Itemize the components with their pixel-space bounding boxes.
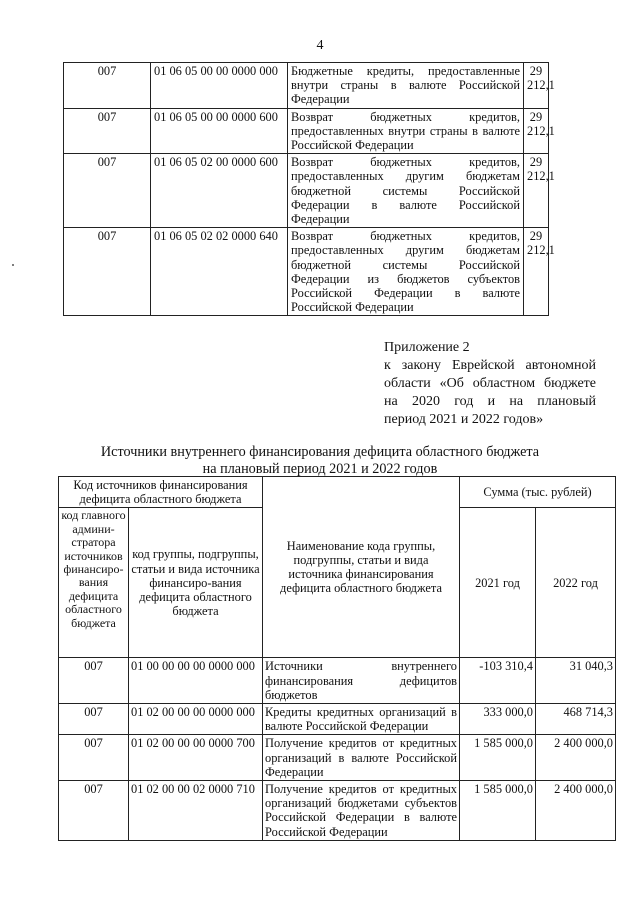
sum-2021-cell: 333 000,0 [460, 704, 536, 735]
sum-header: Сумма (тыс. рублей) [460, 477, 616, 508]
admin-code-cell: 007 [64, 154, 151, 228]
table-row [59, 735, 616, 781]
table-row [59, 704, 616, 735]
admin-code-cell: 007 [64, 108, 151, 154]
table-row [59, 658, 616, 704]
code-group-header: Код источников финансирования дефицита областного бюджета [59, 477, 263, 508]
sum-2021-cell: 1 585 000,0 [460, 735, 536, 781]
table-row [64, 228, 549, 316]
source-name-cell: Возврат бюджетных кредитов, предоставленных другим бюджетам бюджетной системы Российской Федерации в валюте Российской Федерации [288, 154, 524, 228]
table-row [59, 781, 616, 841]
sum-2021-cell: 1 585 000,0 [460, 781, 536, 841]
source-name-cell: Кредиты кредитных организаций в валюте Российской Федерации [263, 704, 460, 735]
section-title [40, 444, 600, 478]
sum-2022-cell: 2 400 000,0 [536, 781, 616, 841]
sum-2022-cell: 468 714,3 [536, 704, 616, 735]
year-2022-header: 2022 год [536, 508, 616, 658]
sum-cell: 29 212,1 [524, 63, 549, 109]
source-code-cell: 01 02 00 00 00 0000 000 [129, 704, 263, 735]
group-code-header: код группы, подгруппы, статьи и вида источника финансиро-вания дефицита областного бюджета [129, 508, 263, 658]
source-code-cell: 01 06 05 00 00 0000 000 [151, 63, 288, 109]
source-code-cell: 01 00 00 00 00 0000 000 [129, 658, 263, 704]
source-name-cell: Источники внутреннего финансирования дефицитов бюджетов [263, 658, 460, 704]
table-row [64, 108, 549, 154]
year-2021-header: 2021 год [460, 508, 536, 658]
source-code-cell: 01 02 00 00 02 0000 710 [129, 781, 263, 841]
source-code-cell: 01 06 05 02 02 0000 640 [151, 228, 288, 316]
section-title-line: на плановый период 2021 и 2022 годов [202, 461, 438, 477]
admin-code-cell: 007 [59, 735, 129, 781]
admin-code-header: код главного админи-стратора источников финансиро-вания дефицита областного бюджета [59, 508, 129, 658]
appendix-line: к закону Еврейской автономной [384, 358, 596, 373]
appendix-note [384, 339, 596, 429]
appendix-line: области «Об областном бюджете [384, 376, 596, 391]
source-code-cell: 01 06 05 02 00 0000 600 [151, 154, 288, 228]
admin-code-cell: 007 [59, 658, 129, 704]
sum-cell: 29 212,1 [524, 154, 549, 228]
source-name-cell: Получение кредитов от кредитных организаций бюджетами субъектов Российской Федерации в валюте Российской Федерации [263, 781, 460, 841]
table-row [64, 63, 549, 109]
scan-speck [12, 264, 14, 266]
appendix-line: период 2021 и 2022 годов» [384, 412, 544, 427]
sum-cell: 29 212,1 [524, 228, 549, 316]
admin-code-cell: 007 [64, 63, 151, 109]
section-title-line: Источники внутреннего финансирования дефицита областного бюджета [100, 444, 540, 460]
top-sources-table [63, 62, 555, 316]
appendix-line: на 2020 год и на плановый [384, 394, 596, 409]
financing-sources-table [58, 476, 616, 841]
page-number: 4 [316, 38, 324, 53]
source-code-cell: 01 06 05 00 00 0000 600 [151, 108, 288, 154]
admin-code-cell: 007 [59, 704, 129, 735]
name-header: Наименование кода группы, подгруппы, статьи и вида источника финансирования дефицита областного бюджета [263, 477, 460, 658]
sum-cell: 29 212,1 [524, 108, 549, 154]
admin-code-cell: 007 [64, 228, 151, 316]
sum-2022-cell: 31 040,3 [536, 658, 616, 704]
sum-2021-cell: -103 310,4 [460, 658, 536, 704]
source-name-cell: Возврат бюджетных кредитов, предоставленных внутри страны в валюте Российской Федерации [288, 108, 524, 154]
sum-2022-cell: 2 400 000,0 [536, 735, 616, 781]
admin-code-cell: 007 [59, 781, 129, 841]
source-name-cell: Бюджетные кредиты, предоставленные внутри страны в валюте Российской Федерации [288, 63, 524, 109]
source-name-cell: Возврат бюджетных кредитов, предоставленных другим бюджетам бюджетной системы Российской Федерации из бюджетов субъектов Российской Федерации в валюте Российской Федерации [288, 228, 524, 316]
source-code-cell: 01 02 00 00 00 0000 700 [129, 735, 263, 781]
appendix-title: Приложение 2 [384, 340, 470, 355]
source-name-cell: Получение кредитов от кредитных организаций в валюте Российской Федерации [263, 735, 460, 781]
table-row [64, 154, 549, 228]
